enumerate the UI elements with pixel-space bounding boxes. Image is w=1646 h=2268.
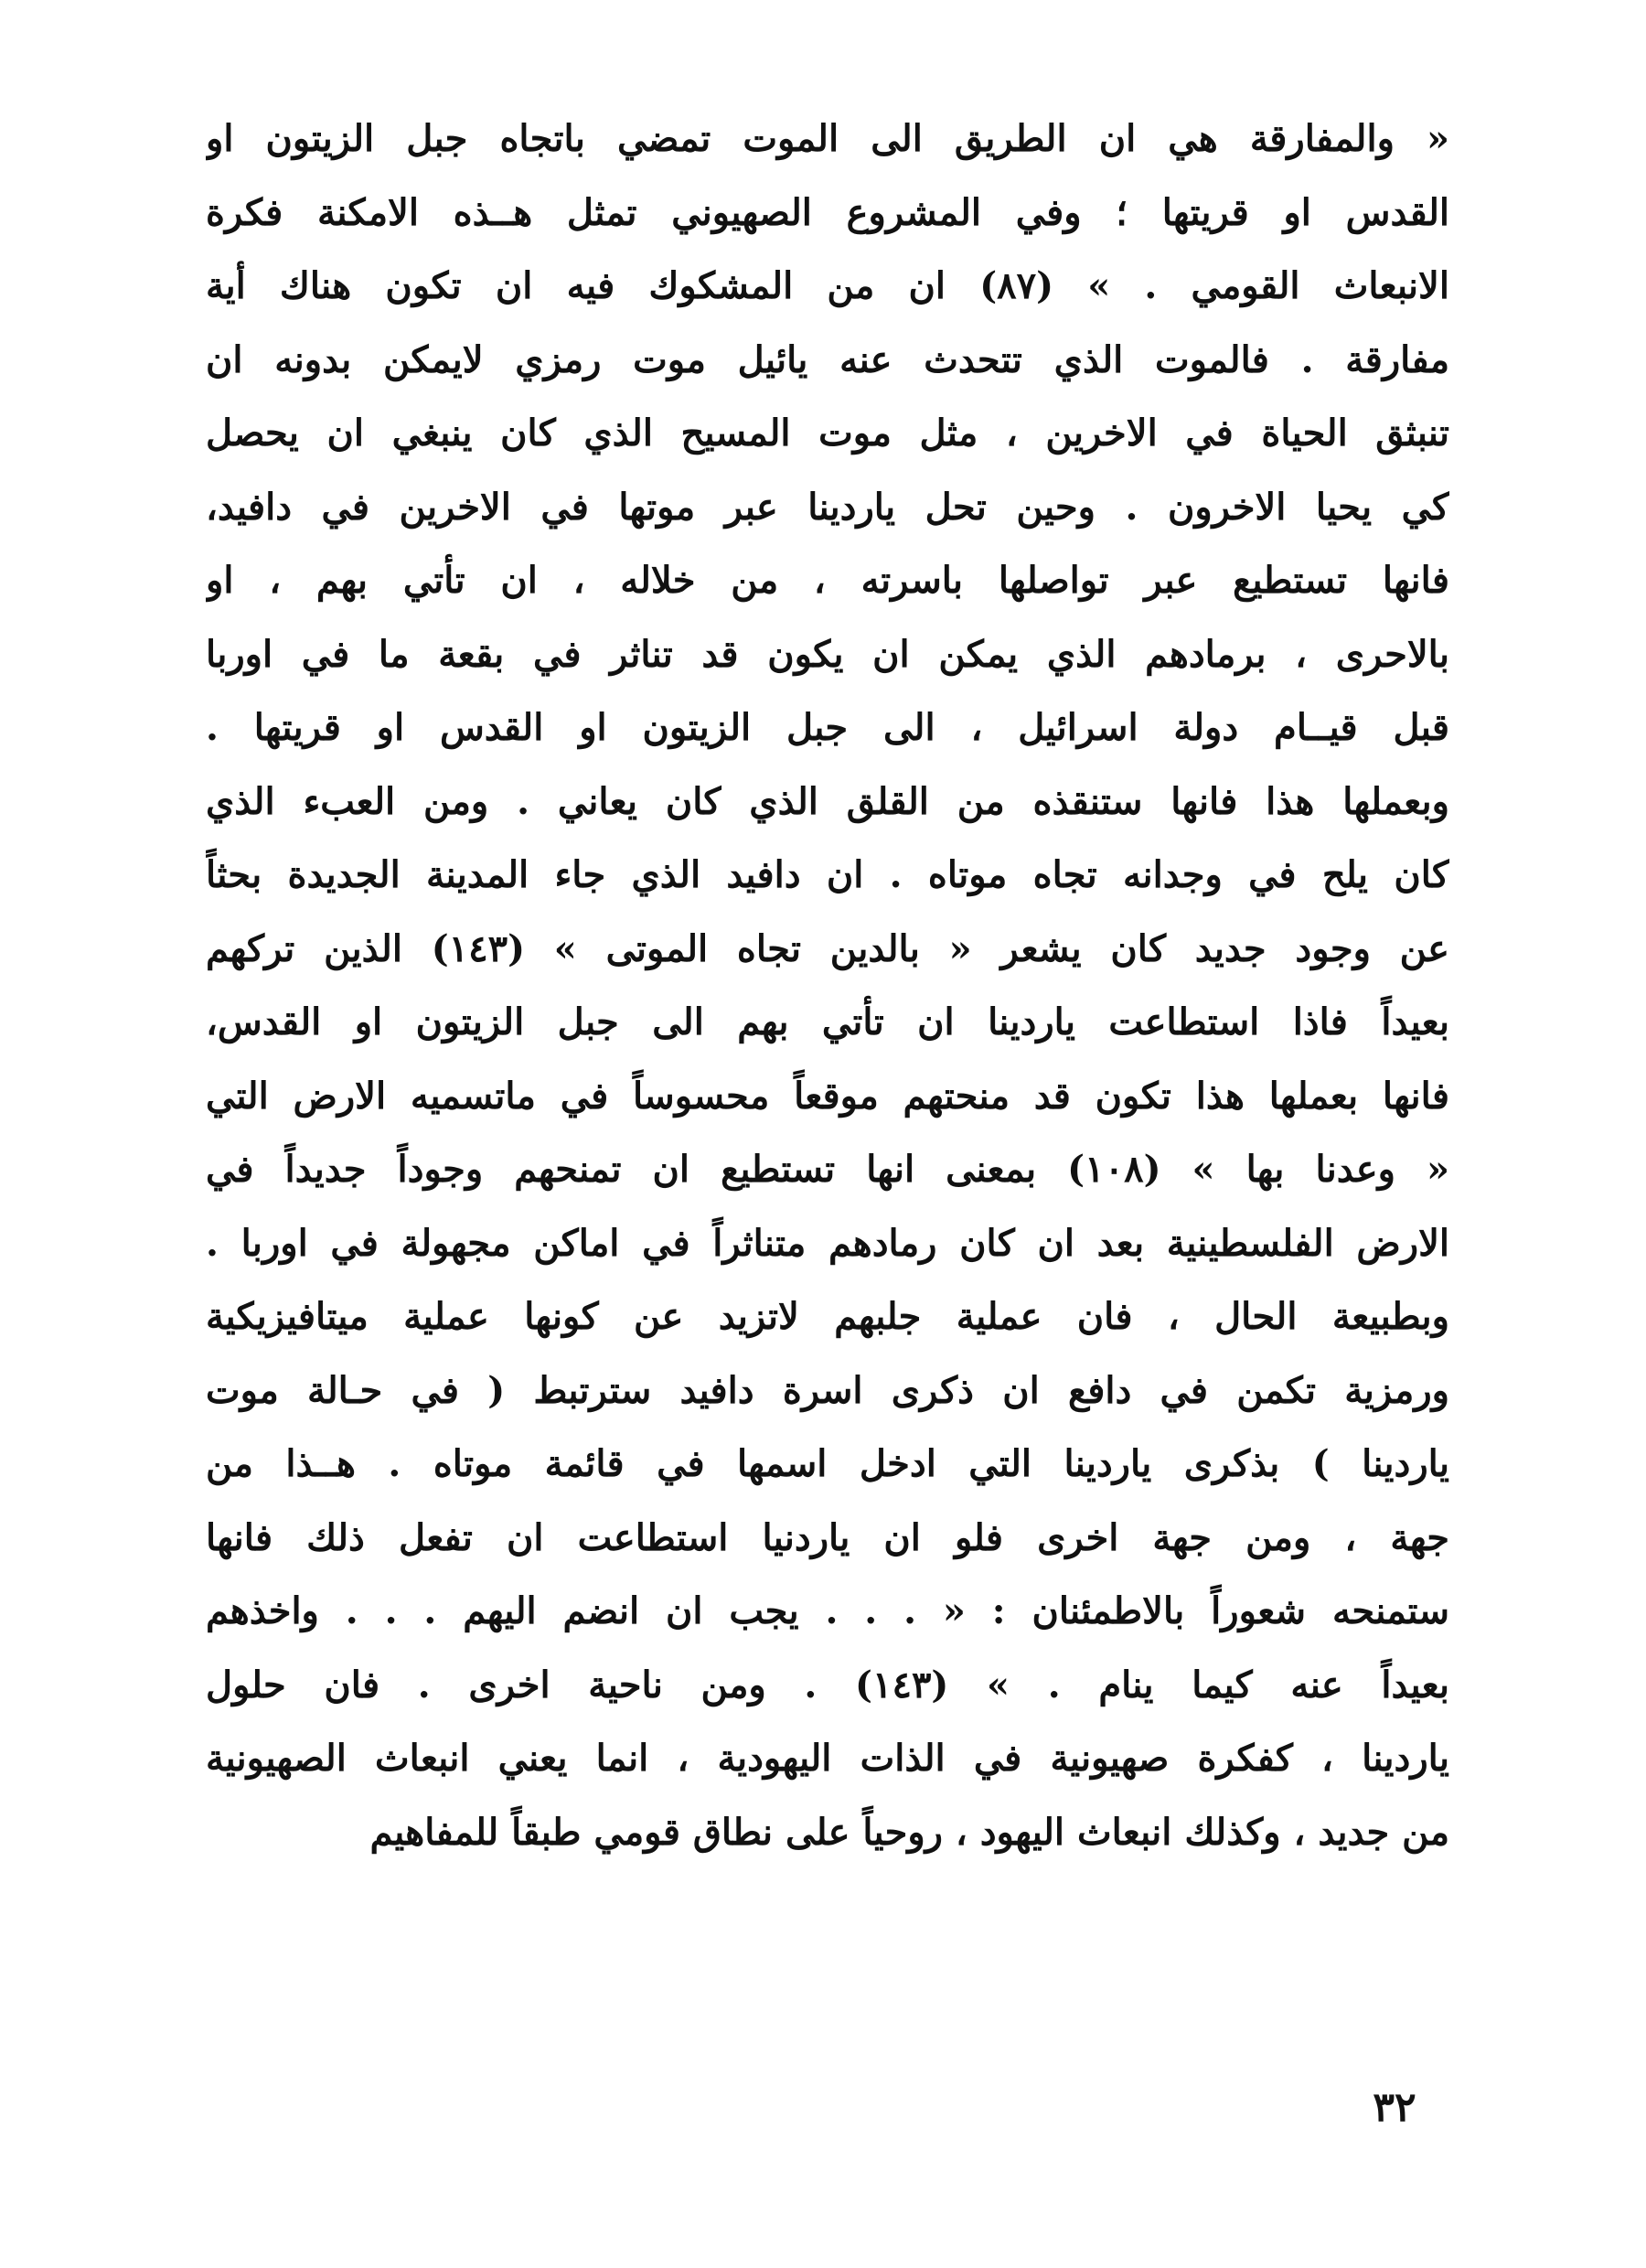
text-line-16: الارض الفلسطينية بعد ان كان رمادهم متناثراً في اماكن مجهولة في اوربا . (206, 1221, 1449, 1265)
text-line-5: تنبثق الحياة في الاخرين ، مثل موت المسيح الذي كان ينبغي ان يحصل (206, 412, 1449, 455)
text-line-7: فانها تستطيع عبر تواصلها باسرته ، من خلاله ، ان تأتي بهم ، او (206, 559, 1449, 602)
text-line-11: كان يلح في وجدانه تجاه موتاه . ان دافيد الذي جاء المدينة الجديدة بحثاً (206, 853, 1449, 896)
text-line-19: ياردينا ) بذكرى ياردينا التي ادخل اسمها في قائمة موتاه . هــذا من (206, 1442, 1449, 1485)
text-line-15: « وعدنا بها » (١٠٨) بمعنى انها تستطيع ان تمنحهم وجوداً جديداً في (206, 1148, 1449, 1191)
text-line-18: ورمزية تكمن في دافع ان ذكرى اسرة دافيد سترتبط ( في حـالة موت (206, 1368, 1449, 1412)
text-line-22: بعيداً عنه كيما ينام . » (١٤٣) . ومن ناحية اخرى . فان حلول (206, 1663, 1449, 1706)
text-line-23: ياردينا ، كفكرة صهيونية في الذات اليهودية ، انما يعني انبعاث الصهيونية (206, 1737, 1449, 1780)
text-line-1: « والمفارقة هي ان الطريق الى الموت تمضي باتجاه جبل الزيتون او (206, 117, 1449, 160)
text-line-9: قبل قيــام دولة اسرائيل ، الى جبل الزيتون او القدس او قريتها . (206, 706, 1449, 749)
text-line-17: وبطبيعة الحال ، فان عملية جلبهم لاتزيد عن كونها عملية ميتافيزيكية (206, 1295, 1449, 1338)
text-line-3: الانبعاث القومي . » (٨٧) ان من المشكوك فيه ان تكون هناك أية (206, 264, 1449, 307)
text-line-14: فانها بعملها هذا تكون قد منحتهم موقعاً محسوساً في ماتسميه الارض التي (206, 1074, 1449, 1118)
text-line-8: بالاحرى ، برمادهم الذي يمكن ان يكون قد تناثر في بقعة ما في اوربا (206, 632, 1449, 676)
text-line-13: بعيداً فاذا استطاعت ياردينا ان تأتي بهم الى جبل الزيتون او القدس، (206, 1000, 1449, 1043)
text-line-10: وبعملها هذا فانها ستنقذه من القلق الذي كان يعاني . ومن العبء الذي (206, 779, 1449, 823)
text-line-21: ستمنحه شعوراً بالاطمئنان : « . . . يجب ان انضم اليهم . . . واخذهم (206, 1589, 1449, 1632)
text-line-2: القدس او قريتها ؛ وفي المشروع الصهيوني تمثل هــذه الامكنة فكرة (206, 190, 1449, 234)
text-line-6: كي يحيا الاخرون . وحين تحل ياردينا عبر موتها في الاخرين في دافيد، (206, 485, 1449, 529)
body-text (206, 102, 1449, 1869)
text-line-12: عن وجود جديد كان يشعر « بالدين تجاه الموتى » (١٤٣) الذين تركهم (206, 926, 1449, 970)
text-line-20: جهة ، ومن جهة اخرى فلو ان ياردنيا استطاعت ان تفعل ذلك فانها (206, 1515, 1449, 1559)
text-line-4: مفارقة . فالموت الذي تتحدث عنه يائيل موت رمزي لايمكن بدونه ان (206, 337, 1449, 381)
text-line-24: من جديد ، وكذلك انبعاث اليهود ، روحياً على نطاق قومي طبقاً للمفاهيم (369, 1810, 1449, 1854)
page-number: ٣٢ (1373, 2084, 1416, 2131)
